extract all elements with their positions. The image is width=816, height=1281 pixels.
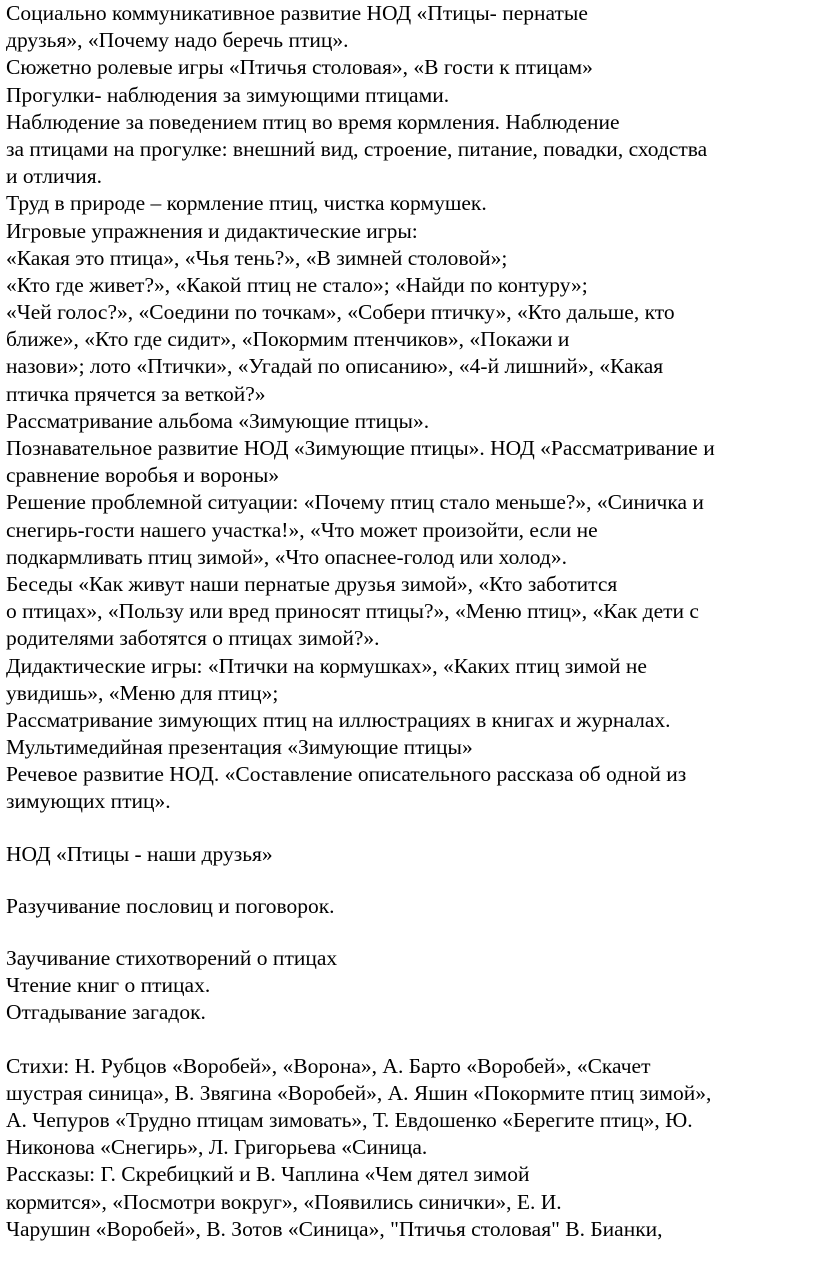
text-line: Мультимедийная презентация «Зимующие птицы» <box>6 735 473 760</box>
text-line: Дидактические игры: «Птички на кормушках», «Каких птиц зимой не <box>6 653 647 678</box>
text-line: родителями заботятся о птицах зимой?». <box>6 626 380 651</box>
text-line: друзья», «Почему надо беречь птиц». <box>6 28 349 53</box>
text-line: ближе», «Кто где сидит», «Покормим птенчиков», «Покажи и <box>6 327 570 352</box>
text-line: зимующих птиц». <box>6 789 171 814</box>
text-line: Рассказы: Г. Скребицкий и В. Чаплина «Чем дятел зимой <box>6 1162 530 1187</box>
text-line: Чтение книг о птицах. <box>6 973 211 998</box>
text-line: Заучивание стихотворений о птицах <box>6 946 338 970</box>
text-line: Речевое развитие НОД. «Составление описательного рассказа об одной из <box>6 762 687 787</box>
text-line: «Чей голос?», «Соедини по точкам», «Собери птичку», «Кто дальше, кто <box>6 300 675 325</box>
text-line: Стихи: Н. Рубцов «Воробей», «Ворона», А. Барто «Воробей», «Скачет <box>6 1053 651 1078</box>
text-line: Труд в природе – кормление птиц, чистка кормушек. <box>6 191 487 216</box>
text-line: Решение проблемной ситуации: «Почему птиц стало меньше?», «Синичка и <box>6 490 704 515</box>
text-line: подкармливать птиц зимой», «Что опаснее-голод или холод». <box>6 544 567 569</box>
text-line: Никонова «Снегирь», Л. Григорьева «Синица. <box>6 1135 428 1160</box>
text-line: НОД «Птицы - наши друзья» <box>6 841 273 866</box>
text-line: Беседы «Как живут наши пернатые друзья зимой», «Кто заботится <box>6 571 618 596</box>
text-line: снегирь-гости нашего участка!», «Что может произойти, если не <box>6 517 598 542</box>
text-line: Рассматривание зимующих птиц на иллюстрациях в книгах и журналах. <box>6 707 671 732</box>
text-line: за птицами на прогулке: внешний вид, строение, питание, повадки, сходства <box>6 136 708 161</box>
text-line: Прогулки- наблюдения за зимующими птицами. <box>6 82 450 107</box>
text-line: Рассматривание альбома «Зимующие птицы». <box>6 408 430 433</box>
text-line: шустрая синица», В. Звягина «Воробей», А. Яшин «Покормите птиц зимой», <box>6 1080 712 1105</box>
text-line: Познавательное развитие НОД «Зимующие птицы». НОД «Рассматривание и <box>6 436 715 460</box>
text-line: Игровые упражнения и дидактические игры: <box>6 218 418 243</box>
text-line: Отгадывание загадок. <box>6 1000 206 1025</box>
text-line: Сюжетно ролевые игры «Птичья столовая», «В гости к птицам» <box>6 55 593 80</box>
text-line: «Кто где живет?», «Какой птиц не стало»; «Найди по контуру»; <box>6 272 588 297</box>
text-line: сравнение воробья и вороны» <box>6 463 280 488</box>
text-line: «Какая это птица», «Чья тень?», «В зимней столовой»; <box>6 245 508 270</box>
text-line: кормится», «Посмотри вокруг», «Появились синички», Е. И. <box>6 1189 562 1214</box>
text-line: увидишь», «Меню для птиц»; <box>6 680 279 705</box>
text-line: Социально коммуникативное развитие НОД «Птицы- пернатые <box>6 1 588 25</box>
text-line: Разучивание пословиц и поговорок. <box>6 893 335 918</box>
text-line: назови»; лото «Птички», «Угадай по описанию», «4-й лишний», «Какая <box>6 354 664 379</box>
text-line: птичка прячется за веткой?» <box>6 381 266 406</box>
text-line: А. Чепуров «Трудно птицам зимовать», Т. Евдошенко «Берегите птиц», Ю. <box>6 1107 693 1132</box>
text-line: Наблюдение за поведением птиц во время кормления. Наблюдение <box>6 109 620 134</box>
text-line: о птицах», «Пользу или вред приносят птицы?», «Меню птиц», «Как дети с <box>6 599 699 624</box>
text-line: и отличия. <box>6 164 103 189</box>
text-line: Чарушин «Воробей», В. Зотов «Синица», "Птичья столовая" В. Бианки, <box>6 1216 663 1241</box>
